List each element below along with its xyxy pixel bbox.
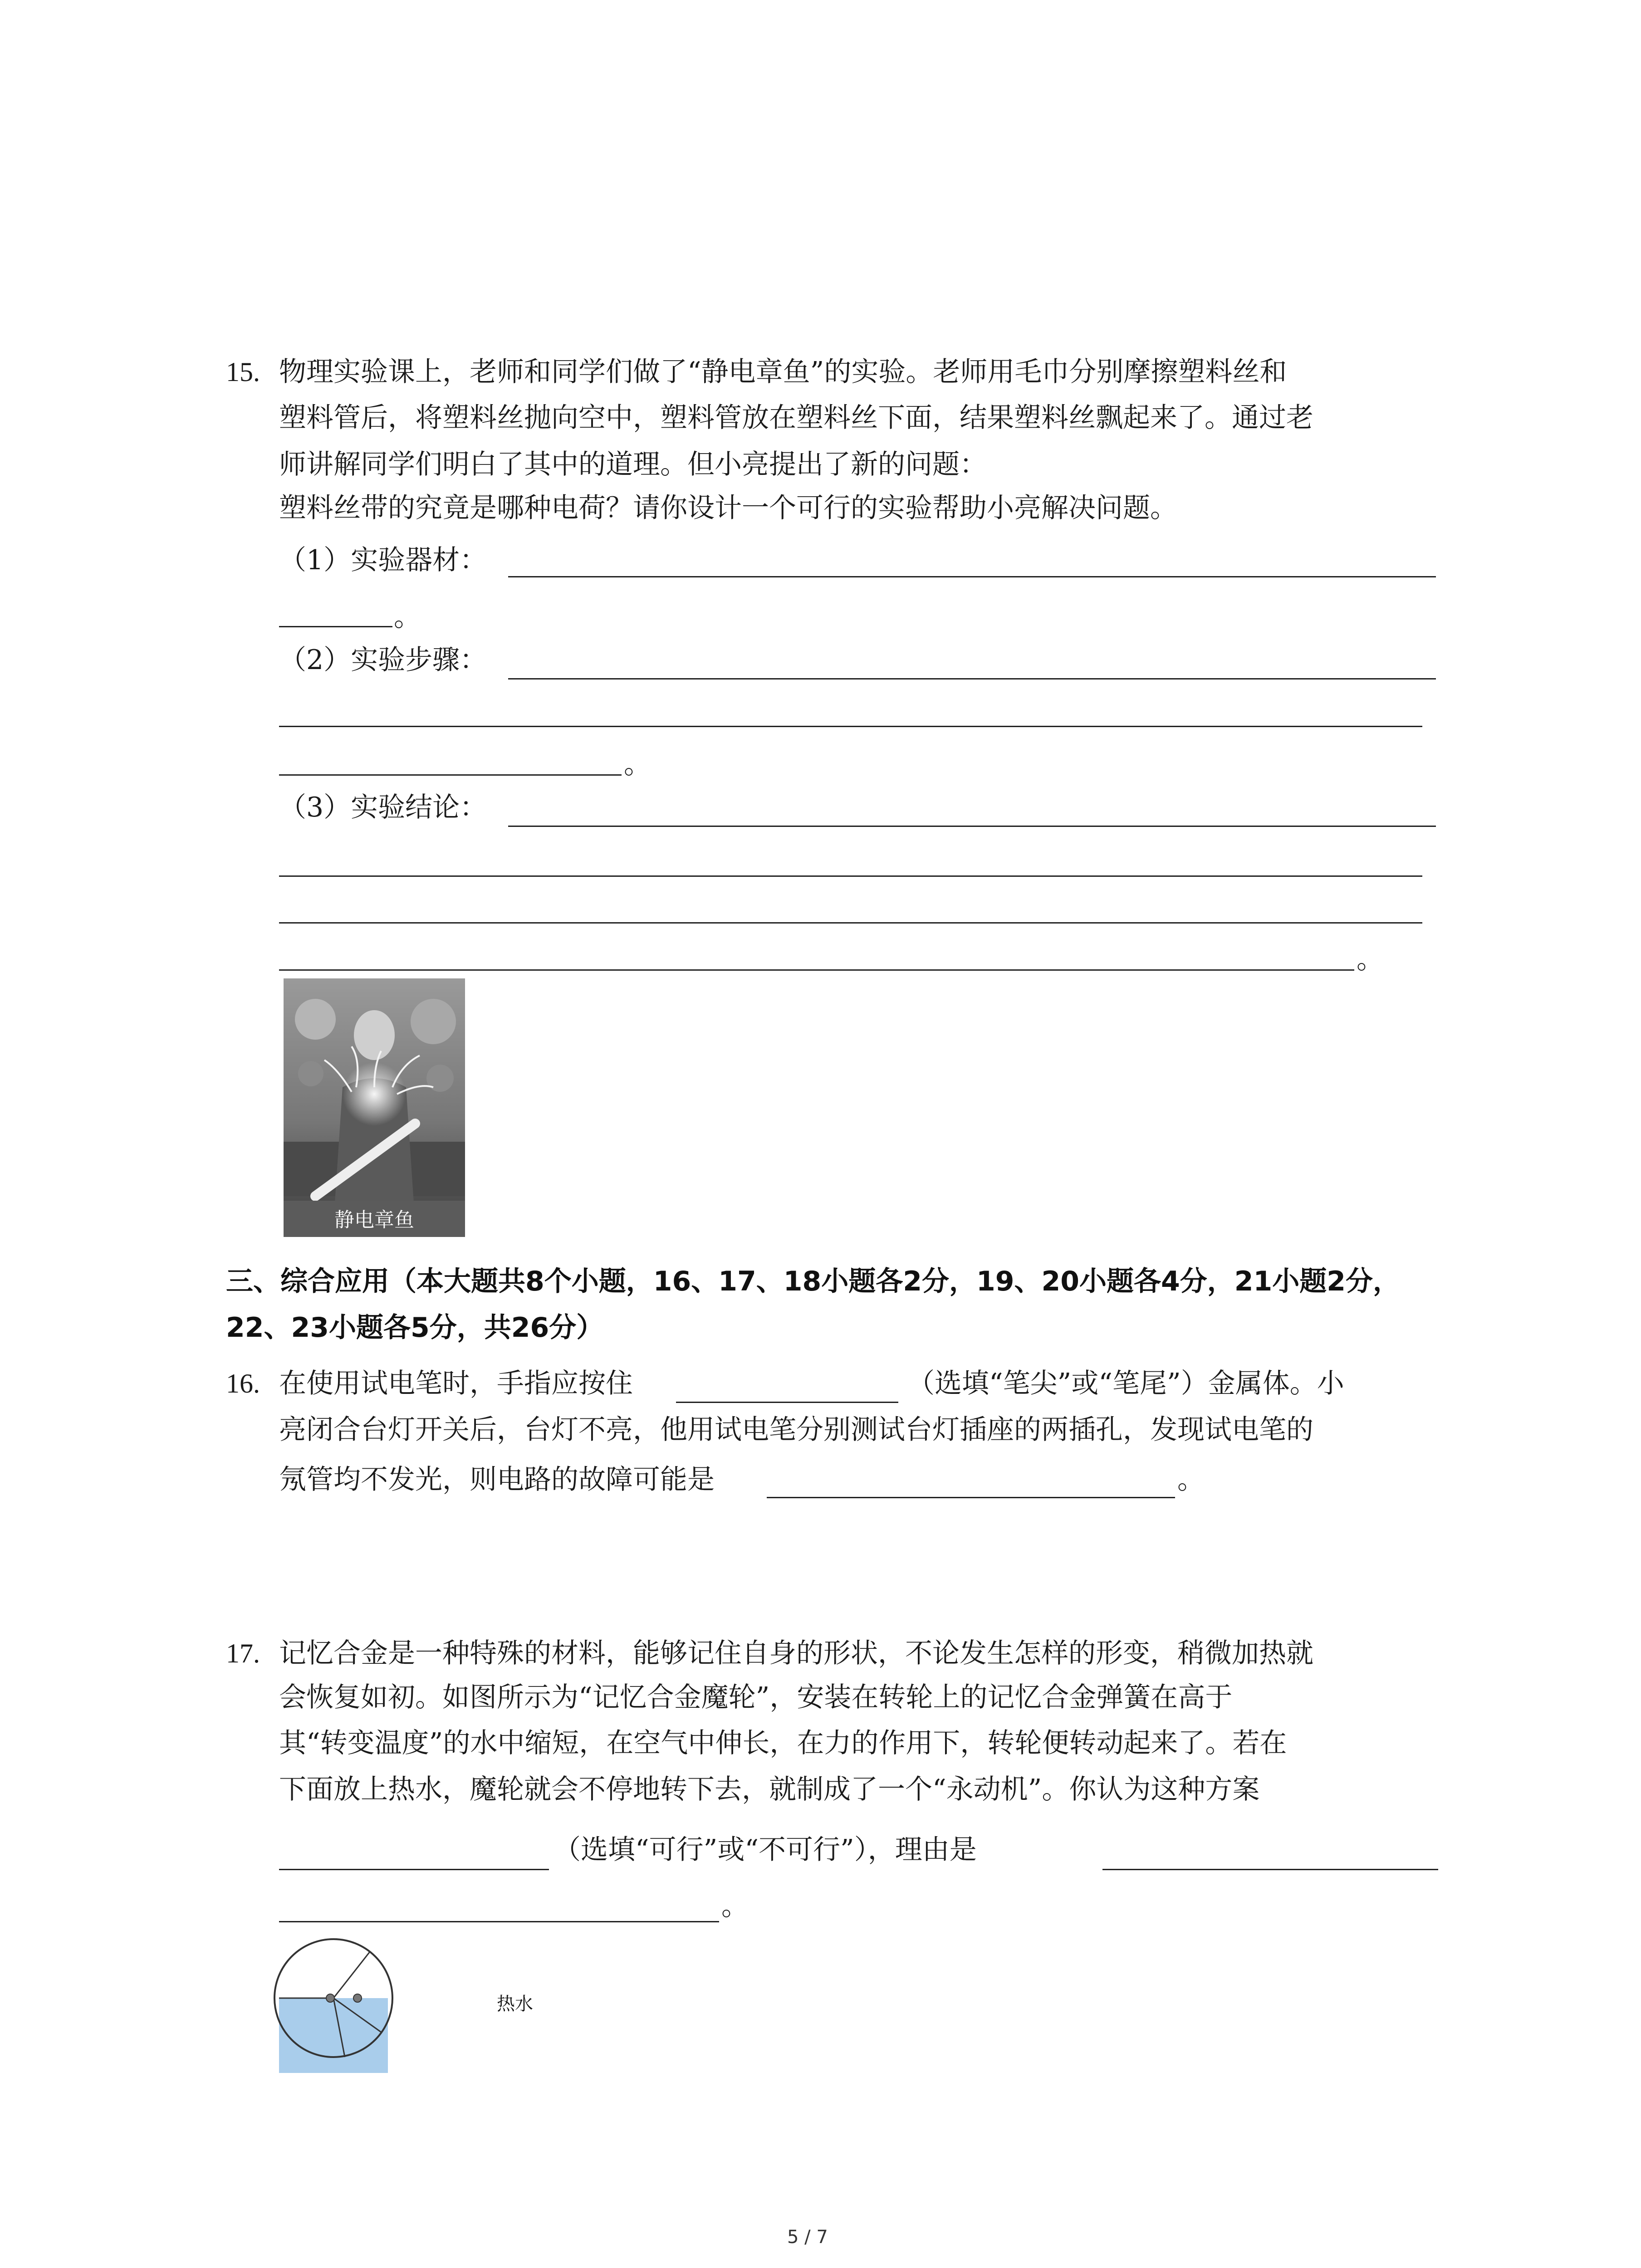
q17-blank-1[interactable] [279, 1869, 549, 1870]
q15-item2-answer-line-3[interactable] [279, 774, 622, 776]
q16-text-line3a: 氖管均不发光，则电路的故障可能是 [279, 1464, 715, 1496]
q17-text-line5b: （选填“可行”或“不可行”），理由是 [554, 1834, 977, 1866]
q15-item3-answer-line-4[interactable] [279, 969, 1354, 971]
q15-item1-period: 。 [394, 601, 421, 633]
section3-heading-line2: 22、23小题各5分，共26分） [226, 1312, 604, 1344]
q16-blank-2[interactable] [767, 1497, 1175, 1498]
q17-text-line4: 下面放上热水，魔轮就会不停地转下去，就制成了一个“永动机”。你认为这种方案 [279, 1774, 1260, 1805]
q15-item3-answer-line-3[interactable] [279, 922, 1422, 924]
q15-text-line3: 师讲解同学们明白了其中的道理。但小亮提出了新的问题： [279, 449, 987, 480]
q16-blank-1[interactable] [676, 1402, 898, 1403]
q17-text-line3: 其“转变温度”的水中缩短，在空气中伸长，在力的作用下，转轮便转动起来了。若在 [279, 1727, 1287, 1759]
axle-pin [326, 1994, 334, 2002]
q17-blank-2[interactable] [1102, 1869, 1438, 1870]
memory-alloy-wheel-diagram [272, 1923, 467, 2087]
q16-text-line2: 亮闭合台灯开关后，台灯不亮，他用试电笔分别测试台灯插座的两插孔，发现试电笔的 [279, 1414, 1313, 1446]
q16-text-line1a: 在使用试电笔时，手指应按住 [279, 1368, 633, 1399]
q15-item2-label: （2）实验步骤： [279, 644, 487, 676]
q15-text-line1: 物理实验课上，老师和同学们做了“静电章鱼”的实验。老师用毛巾分别摩擦塑料丝和 [279, 356, 1287, 388]
q15-item3-answer-line[interactable] [508, 826, 1436, 827]
q16-period: 。 [1177, 1464, 1205, 1496]
q17-period: 。 [721, 1890, 749, 1922]
q15-item1-label: （1）实验器材： [279, 544, 487, 576]
q17-number: 17. [226, 1638, 260, 1668]
q17-blank-3[interactable] [279, 1921, 719, 1922]
q15-text-line2: 塑料管后，将塑料丝抛向空中，塑料管放在塑料丝下面，结果塑料丝飘起来了。通过老 [279, 402, 1313, 434]
q16-text-line1b: （选填“笔尖”或“笔尾”）金属体。小 [907, 1368, 1344, 1399]
q15-item2-period: 。 [624, 748, 651, 780]
q17-text-line2: 会恢复如初。如图所示为“记忆合金魔轮”，安装在转轮上的记忆合金弹簧在高于 [279, 1681, 1233, 1713]
q15-item2-answer-line-2[interactable] [279, 726, 1422, 727]
page-number: 5 / 7 [787, 2227, 828, 2248]
spring-pin [353, 1994, 362, 2002]
q15-item3-label: （3）实验结论： [279, 792, 487, 823]
q15-item1-answer-line-2[interactable] [279, 626, 392, 627]
photo-caption: 静电章鱼 [334, 1208, 414, 1232]
q15-item3-answer-line-2[interactable] [279, 875, 1422, 877]
q16-number: 16. [226, 1369, 260, 1398]
q17-text-line1: 记忆合金是一种特殊的材料，能够记住自身的形状，不论发生怎样的形变，稍微加热就 [279, 1637, 1313, 1669]
q15-item3-period: 。 [1357, 943, 1384, 975]
hot-water-tank [279, 1998, 388, 2073]
hot-water-label: 热水 [497, 1994, 533, 2014]
static-octopus-photo [284, 978, 465, 1237]
section3-heading-line1: 三、综合应用（本大题共8个小题，16、17、18小题各2分，19、20小题各4分，21小题2分， [226, 1266, 1400, 1297]
q15-number: 15. [226, 357, 260, 387]
q15-item1-answer-line[interactable] [508, 576, 1436, 577]
q15-text-line4: 塑料丝带的究竟是哪种电荷？请你设计一个可行的实验帮助小亮解决问题。 [279, 492, 1177, 524]
q15-item2-answer-line[interactable] [508, 678, 1436, 679]
